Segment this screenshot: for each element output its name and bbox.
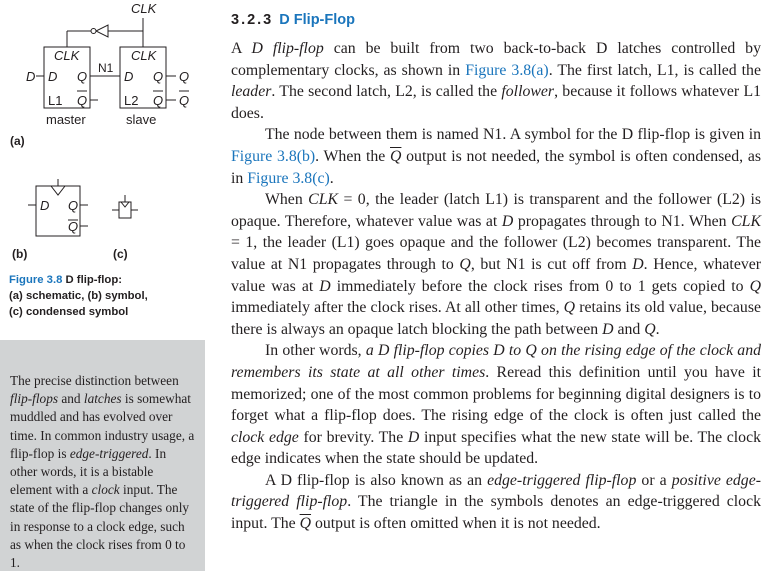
sidenote-box: [0, 340, 205, 571]
l1-q-label: Q: [77, 69, 88, 84]
paragraph-2: The node between them is named N1. A symbol for the D flip-flop is given in Figure 3.8(b). When the $\overline{Q}$ output is not needed, the symbol is often condensed, as in Figure 3.8(c).: [231, 126, 762, 187]
l2-d-label: D: [124, 69, 134, 84]
sidenote-text: The precise distinction between flip-flops and latches is somewhat muddled and has evolved over time. In common industry usage, a flip-flop is edge-triggered. In other words, it is a bistable element with a clock input. The state of the flip-flop changes only in response to a clock edge, such as when the clock rises from 0 to 1.: [10, 373, 195, 571]
section-title: D Flip-Flop: [279, 12, 355, 28]
clock-inverter: [96, 25, 108, 37]
figure-ref-3-8c[interactable]: Figure 3.8(c): [247, 169, 330, 187]
panel-b-label: (b): [12, 247, 28, 261]
master-label: master: [46, 112, 86, 127]
figure-caption: [9, 272, 204, 320]
body-text: [231, 38, 761, 535]
clk-top-label: CLK: [131, 1, 157, 16]
symbol-qb-label: Q: [68, 219, 79, 234]
symbol-q-label: Q: [68, 198, 79, 213]
figure-3-8: [0, 0, 205, 270]
l1-qb-label: Q: [77, 93, 88, 108]
l1-d-label: D: [48, 69, 58, 84]
panel-a-label: (a): [10, 134, 25, 148]
symbol-c: [112, 195, 138, 218]
paragraph-4: In other words, a D flip-flop copies D to Q on the rising edge of the clock and remembers its state at all other times. Reread this definition until you have it memorized; one of the most common problems for beginning digital designers is to forget what a flip-flop does. The rising edge of the clock is often just called the clock edge for brevity. The D input specifies what the new state will be. The clock edge indicates when the state should be updated.: [231, 342, 761, 468]
left-margin: [0, 0, 205, 571]
paragraph-5: A D flip-flop is also known as an edge-triggered flip-flop or a positive edge-triggered flip-flop. The triangle in the symbols denotes an edge-triggered clock input. The $\overline{Q}$ output is often omitted when it is not needed.: [231, 471, 761, 533]
section-heading: [231, 12, 355, 28]
l2-name-label: L2: [124, 93, 139, 108]
l2-q-label: Q: [153, 69, 164, 84]
panel-c-label: (c): [113, 247, 128, 261]
figure-ref-3-8a[interactable]: Figure 3.8(a): [465, 61, 549, 79]
l2-clk-label: CLK: [131, 48, 157, 63]
symbol-d-label: D: [40, 198, 50, 213]
l2-qb-label: Q: [153, 93, 164, 108]
caption-line3: (c) condensed symbol: [9, 306, 129, 318]
q-output-label: Q: [179, 69, 190, 84]
slave-label: slave: [126, 112, 157, 127]
symbol-b: [28, 179, 88, 236]
l1-name-label: L1: [48, 93, 63, 108]
figure-ref-3-8b[interactable]: Figure 3.8(b): [231, 147, 316, 165]
caption-figure-label: Figure 3.8: [9, 274, 63, 286]
main-column: [231, 0, 761, 571]
paragraph-1: A D flip-flop can be built from two back-to-back D latches controlled by complementary clocks, as shown in Figure 3.8(a). The first latch, L1, is called the leader. The second latch, L2, is called the follower, because it follows whatever L1 does.: [231, 40, 762, 122]
caption-line2: (a) schematic, (b) symbol,: [9, 290, 148, 302]
section-number: 3.2.3: [231, 12, 274, 28]
n1-label: N1: [98, 61, 114, 75]
l1-clk-label: CLK: [54, 48, 80, 63]
qb-output-label: Q: [179, 93, 190, 108]
caption-title: D flip-flop:: [62, 274, 122, 286]
paragraph-3: When CLK = 0, the leader (latch L1) is transparent and the follower (L2) is opaque. Therefore, whatever value was at D propagates through to N1. When CLK = 1, the leader (L1) goes opaque and the follower (L2) becomes transparent. The value at N1 propagates through to Q, but N1 is cut off from D. Hence, whatever value was at D immediately before the clock rises from 0 to 1 gets copied to Q immediately after the clock rises. At all other times, Q retains its old value, because there is always an opaque latch blocking the path between D and Q.: [231, 191, 762, 338]
d-input-label: D: [26, 69, 36, 84]
